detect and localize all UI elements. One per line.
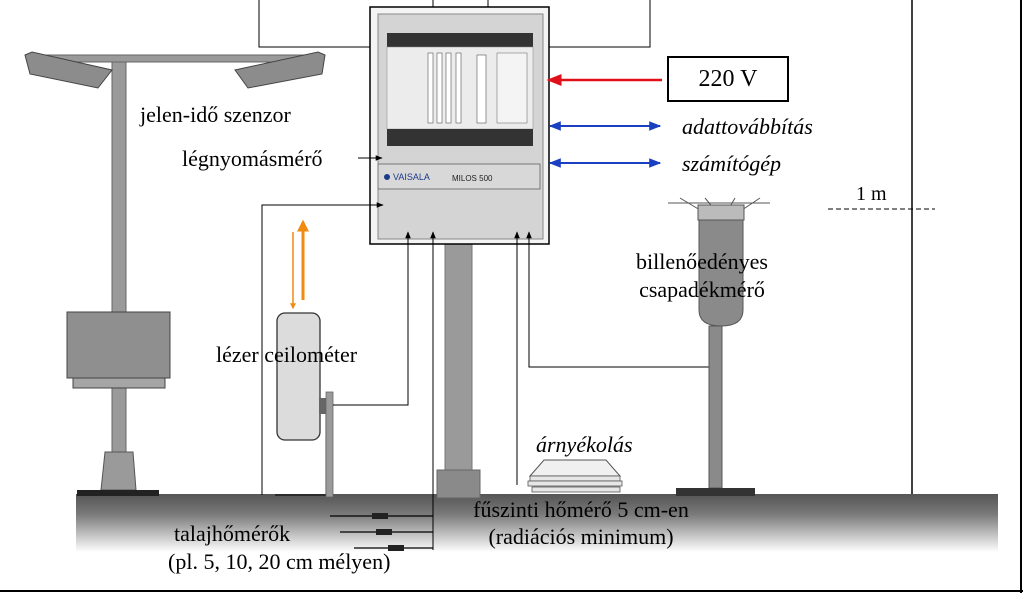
computer-label: számítógép: [682, 151, 781, 176]
data-transmission-label: adattovábbítás: [682, 114, 813, 139]
soil-thermometers-label-line2: (pl. 5, 10, 20 cm mélyen): [168, 549, 391, 574]
logger-brand: VAISALA: [393, 172, 430, 182]
voltage-label: 220 V: [698, 66, 758, 92]
rain-gauge-label: [612, 248, 792, 304]
rain-gauge-label-line1: billenőedényes: [636, 249, 768, 274]
soil-thermometers-label: [168, 520, 390, 576]
vaisala-logo-icon: [384, 174, 390, 180]
data-logger: [370, 7, 549, 244]
logger-cpu-module: [497, 53, 527, 123]
logger-module-1: [428, 53, 433, 123]
soil-thermometers-label-line1: talajhőmérők: [174, 521, 291, 546]
ceilometer-data-cable: [333, 232, 408, 405]
logger-model: MILOS 500: [452, 174, 493, 183]
top-left-cable: [259, 0, 383, 47]
logger-module-3: [446, 53, 451, 123]
mast-base: [437, 470, 480, 498]
radiation-shield: [528, 460, 622, 492]
laser-ceilometer-label: lézer ceilométer: [216, 342, 358, 367]
barometer-label: légnyomásmérő: [182, 146, 323, 171]
logger-module-5: [477, 55, 486, 123]
shielding-label: árnyékolás: [536, 432, 633, 457]
grass-thermometer-label: [446, 496, 716, 550]
top-right-cable: [537, 0, 650, 47]
central-mast: [445, 236, 472, 496]
scale-label: 1 m: [856, 183, 887, 205]
grass-thermometer-label-line1: fűszinti hőmérő 5 cm-en: [473, 497, 689, 522]
rain-gauge-label-line2: csapadékmérő: [639, 277, 765, 302]
grass-thermometer-label-line2: (radiációs minimum): [488, 524, 674, 549]
voltage-box: [667, 56, 789, 102]
logger-module-2: [437, 53, 442, 123]
rain-gauge: [668, 198, 770, 496]
logger-module-4: [456, 53, 461, 123]
present-weather-sensor-label: jelen-idő szenzor: [140, 102, 291, 127]
